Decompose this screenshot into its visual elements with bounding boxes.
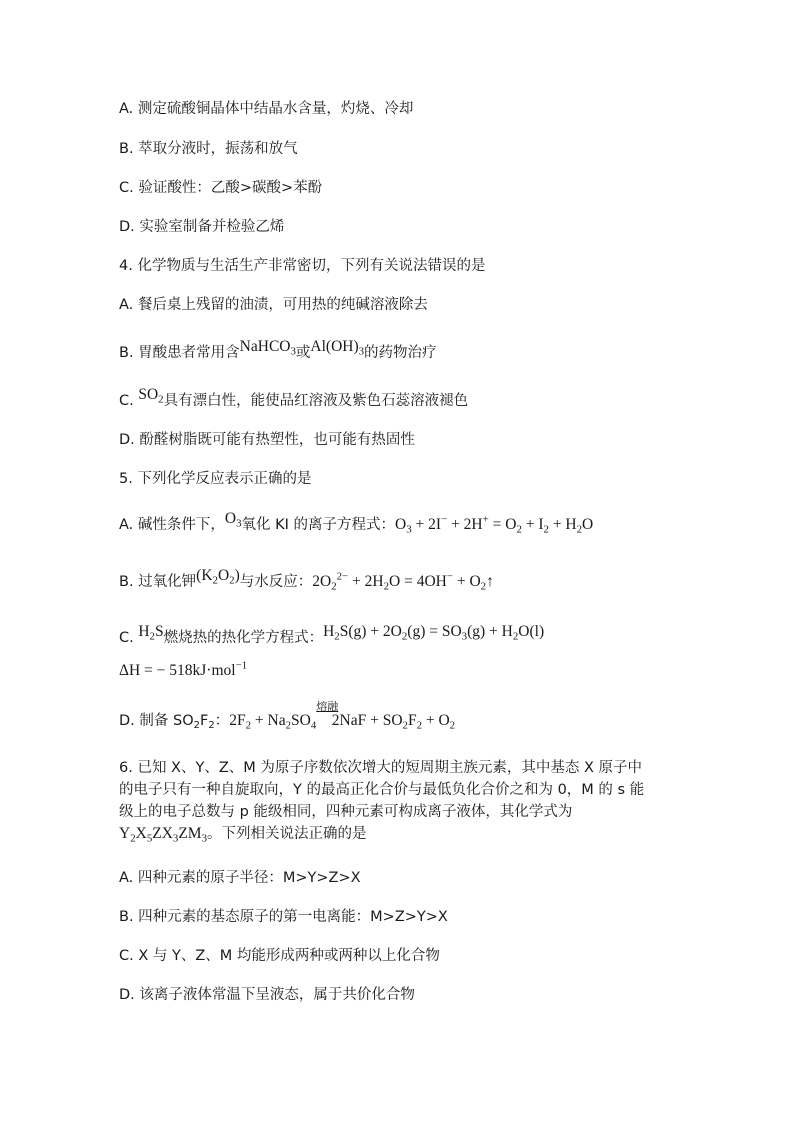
- q5-option-a: [119, 510, 594, 536]
- q5-option-d: D. 制备 $SO_2F_2$：$2F_2 + Na_2SO_4$ 熔融 $2NaF + SO_2F_2 + O_2$: [119, 700, 456, 732]
- q5-option-d-prefix: D. 制备 SO: [119, 713, 194, 729]
- q4-option-d: D. 酚醛树脂既可能有热塑性，也可能有热固性: [119, 432, 415, 448]
- q5-option-a-ozone: $O_3$: [224, 510, 242, 530]
- q5-option-c-h2s: $H_2S$: [138, 623, 164, 643]
- q3-option-c: C. 验证酸性：乙酸>碳酸>苯酚: [119, 180, 323, 196]
- q6-stem-text: 6. 已知 X、Y、Z、M 为原子序数依次增大的短周期主族元素，其中基态 X 原子中的电子只有一种自旋取向，Y 的最高正化合价与最低负化合价之和为 0，M 的 s 能级上的电子总数与 p 能级相同，四种元素可构成离子液体，其化学式为: [119, 760, 645, 820]
- q5-option-b-equation: $2O_2^{2-} + 2H_2O = 4OH^-$ + $O_2↑$: [312, 570, 494, 593]
- q6-option-b: B. 四种元素的基态原子的第一电离能：M>Z>Y>X: [119, 909, 448, 925]
- q5-option-a-equation: $O_3 + 2I^- + 2H^+ = O_2 + I_2 + H_2O$: [395, 513, 594, 536]
- q5-option-b-formula: $(K_2O_2)$: [196, 567, 240, 587]
- q5-option-d-condition: 熔融: [316, 700, 339, 713]
- q5-option-b-prefix: B. 过氧化钾: [119, 574, 197, 590]
- q5-option-c-mid: 燃烧热的热化学方程式：: [163, 630, 324, 646]
- q6-option-d: D. 该离子液体常温下呈液态，属于共价化合物: [119, 987, 415, 1003]
- q5-option-c-equation: $H_2S(g) + 2O_2(g) = SO_3(g) + H_2O(l)$: [323, 623, 545, 643]
- q5-option-c-prefix: C.: [119, 630, 139, 646]
- q4-option-a: A. 餐后桌上残留的油渍，可用热的纯碱溶液除去: [119, 297, 428, 313]
- q5-option-d-sep: ：: [214, 713, 230, 729]
- q6-option-c: C. X 与 Y、Z、M 均能形成两种或两种以上化合物: [119, 948, 440, 964]
- q5-option-b-mid: 与水反应：: [239, 574, 313, 590]
- q6-option-a: A. 四种元素的原子半径：M>Y>Z>X: [119, 870, 361, 886]
- q4-option-b-formula-2: $Al(OH)_3$: [310, 338, 365, 358]
- q4-option-c-suffix: 具有漂白性，能使品红溶液及紫色石蕊溶液褪色: [163, 393, 469, 409]
- q5-option-d-equation: $2F_2 + Na_2SO_4$ 熔融 $2NaF + SO_2F_2 + O_2$: [229, 700, 456, 732]
- q6-stem: [119, 757, 649, 845]
- q4-option-b: [119, 338, 437, 362]
- q3-option-a: A. 测定硫酸铜晶体中结晶水含量，灼烧、冷却: [119, 101, 414, 117]
- q4-stem: 4. 化学物质与生活生产非常密切，下列有关说法错误的是: [119, 258, 486, 274]
- q4-option-b-mid: 或: [295, 345, 311, 361]
- q5-option-a-mid: 氧化 KI 的离子方程式：: [241, 517, 396, 533]
- q6-stem-end: 。下列相关说法正确的是: [207, 826, 367, 842]
- q6-formula: $Y_2X_5ZX_3ZM_3$: [119, 825, 208, 845]
- q5-option-b: [119, 567, 494, 593]
- q4-option-b-formula-1: NaHCO$_3$: [239, 338, 296, 358]
- q5-option-a-prefix: A. 碱性条件下，: [119, 517, 225, 533]
- q3-option-d: D. 实验室制备并检验乙烯: [119, 219, 285, 235]
- q4-option-c-formula: $SO_2$: [138, 386, 164, 406]
- q5-stem: 5. 下列化学反应表示正确的是: [119, 471, 312, 487]
- q4-option-b-suffix: 的药物治疗: [364, 345, 437, 361]
- q5-option-c-enthalpy: ΔH = − 518kJ·mol$^{-1}$: [119, 659, 248, 679]
- q4-option-c-prefix: C.: [119, 393, 139, 409]
- q3-option-b: B. 萃取分液时，振荡和放气: [119, 141, 298, 157]
- q5-option-c: [119, 623, 545, 647]
- q4-option-b-prefix: B. 胃酸患者常用含: [119, 345, 240, 361]
- q4-option-c: [119, 386, 469, 410]
